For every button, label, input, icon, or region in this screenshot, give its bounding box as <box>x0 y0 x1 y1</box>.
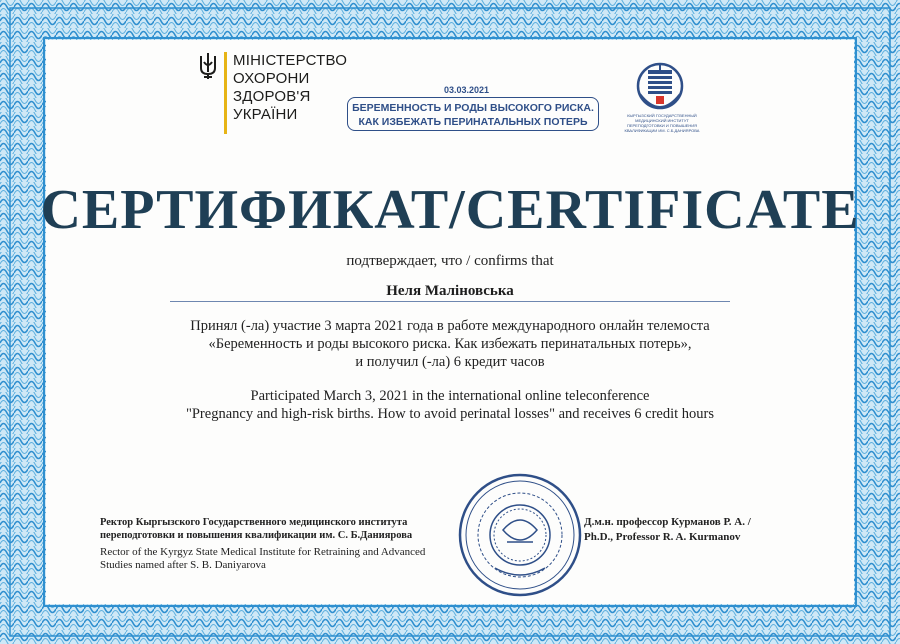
en-line-1: Participated March 3, 2021 in the international online teleconference <box>250 388 650 404</box>
ru-line-2: «Беременность и роды высокого риска. Как избежать перинатальных потерь», <box>208 336 692 352</box>
ru-line-1: Принял (-ла) участие 3 марта 2021 года в работе международного онлайн телемоста <box>190 318 710 334</box>
recipient-name: Неля Маліновська <box>386 283 514 299</box>
institute-logo-caption: КЫРГЫЗСКИЙ ГОСУДАРСТВЕННЫЙ МЕДИЦИНСКИЙ ИНСТИТУТ ПЕРЕПОДГОТОВКИ И ПОВЫШЕНИЯ КВАЛИФИКАЦИИ ИМ. С.Б.ДАНИЯРОВА <box>624 113 700 133</box>
event-title-box <box>347 97 599 131</box>
event-title-line-1: БЕРЕМЕННОСТЬ И РОДЫ ВЫСОКОГО РИСКА. <box>352 102 594 114</box>
ministry-accent-bar <box>224 52 227 134</box>
participation-text-ru <box>0 317 900 371</box>
trident-icon <box>198 52 218 80</box>
participation-text-en <box>0 387 900 423</box>
signatory-left <box>100 517 425 571</box>
ministry-line-2: ОХОРОНИ <box>233 70 310 87</box>
signatory-left-en-line-2: Studies named after S. B. Daniyarova <box>100 558 266 571</box>
name-underline <box>170 301 730 302</box>
en-line-2: "Pregnancy and high-risk births. How to avoid perinatal losses" and receives 6 credit hours <box>185 406 715 422</box>
official-seal <box>455 470 585 600</box>
signatory-right <box>584 515 751 545</box>
ministry-line-4: УКРАЇНИ <box>233 106 298 123</box>
certificate-title: СЕРТИФИКАТ/CERTIFICATE <box>40 179 860 241</box>
signatory-left-ru-line-2: переподготовки и повышения квалификации им. С. Б.Даниярова <box>100 529 413 541</box>
signatory-right-line-1: Д.м.н. профессор Курманов Р. А. / <box>584 516 751 528</box>
signatory-left-ru <box>100 517 425 542</box>
event-title-line-2: КАК ИЗБЕЖАТЬ ПЕРИНАТАЛЬНЫХ ПОТЕРЬ <box>358 116 588 128</box>
signatory-left-ru-line-1: Ректор Кыргызского Государственного медицинского института <box>100 517 408 528</box>
ru-line-3: и получил (-ла) 6 кредит часов <box>355 354 545 370</box>
signatory-left-en <box>100 546 425 571</box>
confirms-text: подтверждает, что / confirms that <box>346 253 554 269</box>
ministry-name <box>233 52 347 124</box>
ministry-line-1: МІНІСТЕРСТВО <box>233 52 348 69</box>
signatory-left-en-line-1: Rector of the Kyrgyz State Medical Institute for Retraining and Advanced <box>100 546 426 558</box>
event-date: 03.03.2021 <box>438 85 495 95</box>
signatory-right-line-2: Ph.D., Professor R. A. Kurmanov <box>584 531 741 543</box>
ministry-line-3: ЗДОРОВ'Я <box>233 88 311 105</box>
ministry-logo <box>198 52 347 134</box>
